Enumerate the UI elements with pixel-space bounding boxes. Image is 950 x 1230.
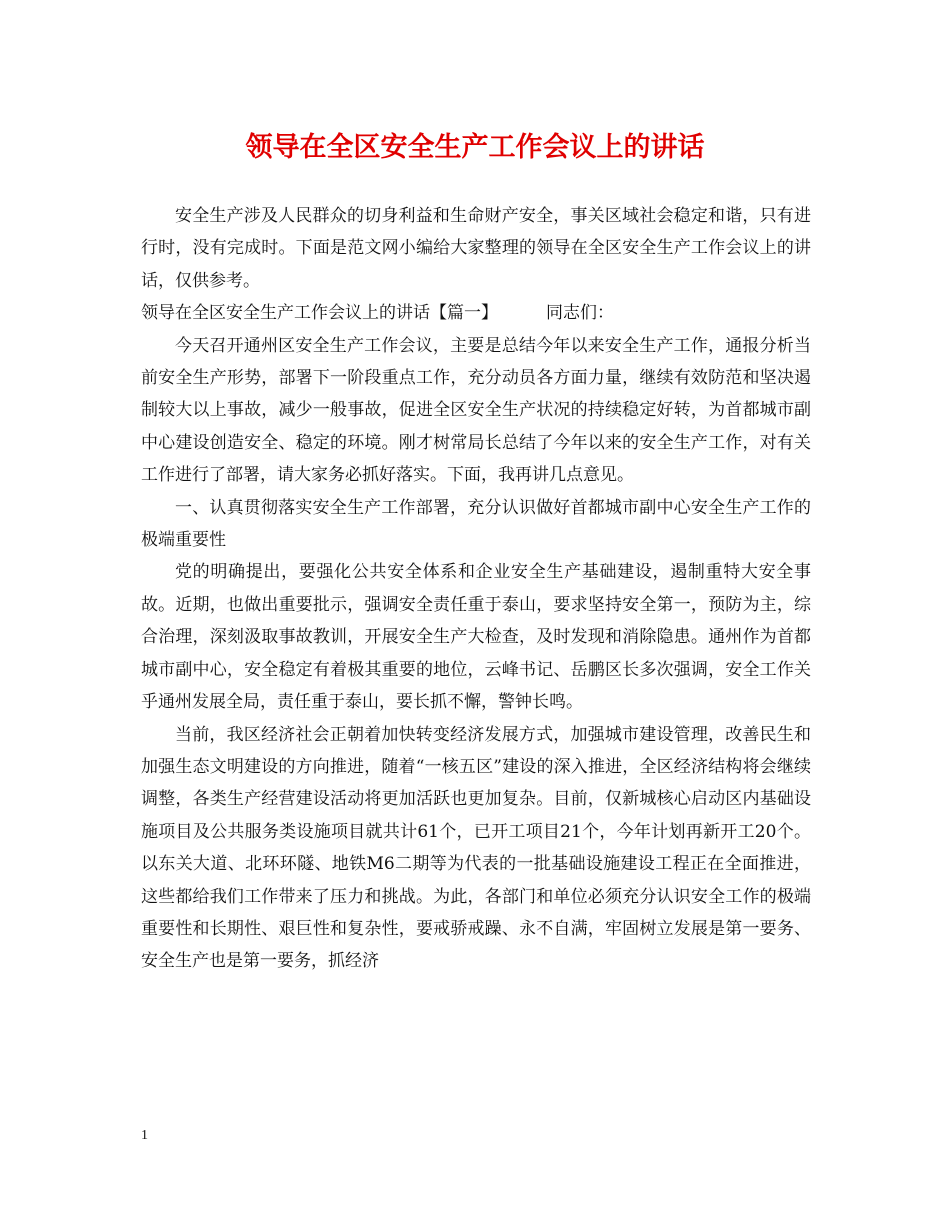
- intro-paragraph: 安全生产涉及人民群众的切身利益和生命财产安全，事关区域社会稳定和谐，只有进行时，没有完成时。下面是范文网小编给大家整理的领导在全区安全生产工作会议上的讲话，仅供参考。: [141, 206, 811, 291]
- section-point-heading: 一、认真贯彻落实安全生产工作部署，充分认识做好首都城市副中心安全生产工作的极端重要性: [141, 497, 811, 551]
- document-title: 领导在全区安全生产工作会议上的讲话: [245, 132, 705, 163]
- body-paragraph: 党的明确提出，要强化公共安全体系和企业安全生产基础建设，遏制重特大安全事故。近期，也做出重要批示，强调安全责任重于泰山，要求坚持安全第一，预防为主，综合治理，深刻汲取事故教训，开展安全生产大检查，及时发现和消除隐患。通州作为首都城市副中心，安全稳定有着极其重要的地位，云峰书记、岳鹏区长多次强调，安全工作关乎通州发展全局，责任重于泰山，要长抓不懈，警钟长鸣。: [141, 562, 811, 713]
- document-body: [141, 200, 811, 978]
- section-heading: 领导在全区安全生产工作会议上的讲话【篇一】: [141, 303, 498, 324]
- salutation: 同志们：: [546, 303, 614, 324]
- body-paragraph: 当前，我区经济社会正朝着加快转变经济发展方式，加强城市建设管理，改善民生和加强生态文明建设的方向推进，随着“一核五区”建设的深入推进，全区经济结构将会继续调整，各类生产经营建设活动将更加活跃也更加复杂。目前，仅新城核心启动区内基础设施项目及公共服务类设施项目就共计61个，已开工项目21个，今年计划再新开工20个。以东关大道、北环环隧、地铁M6二期等为代表的一批基础设施建设工程正在全面推进，这些都给我们工作带来了压力和挑战。为此，各部门和单位必须充分认识安全工作的极端重要性和长期性、艰巨性和复杂性，要戒骄戒躁、永不自满，牢固树立发展是第一要务、安全生产也是第一要务，抓经济: [141, 724, 811, 972]
- page-number: 1: [141, 1128, 148, 1143]
- body-paragraph: 今天召开通州区安全生产工作会议，主要是总结今年以来安全生产工作，通报分析当前安全生产形势，部署下一阶段重点工作，充分动员各方面力量，继续有效防范和坚决遏制较大以上事故，减少一般事故，促进全区安全生产状况的持续稳定好转，为首都城市副中心建设创造安全、稳定的环境。刚才树常局长总结了今年以来的安全生产工作，对有关工作进行了部署，请大家务必抓好落实。下面，我再讲几点意见。: [141, 335, 811, 486]
- section-heading-line: [141, 297, 811, 329]
